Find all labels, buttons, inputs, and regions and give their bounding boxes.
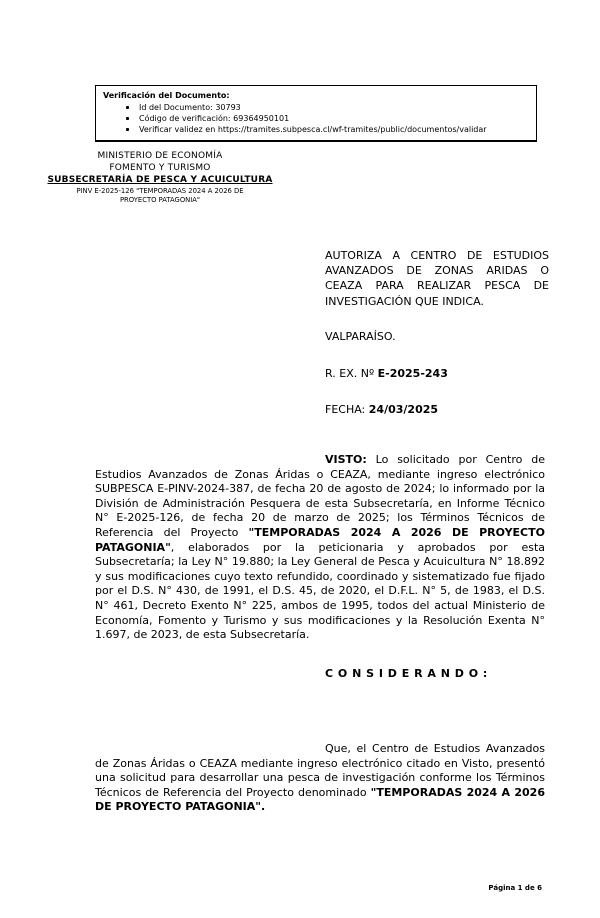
letterhead [20, 150, 300, 205]
visto-text-2: , elaborados por la peticionaria y aprobados por esta Subsecretaría; la Ley N° 19.880; la Ley General de Pesca y Acuicultura N° 18.892 y sus modificaciones cuyo texto refundido, coordinado y sistematizado fue fijado por el D.S. N° 430, de 1991, el D.S. 45, de 2020, el D.F.L. N° 5, de 1983, el D.S. N° 461, Decreto Exento N° 225, ambos de 1995, todos del actual Ministerio de Economía, Fomento y Turismo y sus modificaciones y la Resolución Exenta N° 1.697, de 2023, de esta Subsecretaría. [95, 540, 545, 642]
considerando-project-name: "TEMPORADAS 2024 A 2026 DE PROYECTO PATAGONIA". [95, 785, 545, 814]
subsecretaria-title: SUBSECRETARÍA DE PESCA Y ACUICULTURA [47, 175, 273, 185]
visto-paragraph [95, 453, 545, 643]
date-value: 24/03/2025 [368, 403, 439, 416]
verification-item-url [139, 124, 530, 135]
page-number-indicator: Página 1 de 6 [488, 884, 542, 892]
pinv-reference-line1: PINV E-2025-126 "TEMPORADAS 2024 A 2026 DE [76, 187, 244, 195]
verification-item-code [139, 113, 530, 124]
resolution-prefix: R. EX. Nº [325, 367, 378, 380]
city-line: VALPARAÍSO. [325, 330, 396, 343]
date-line [325, 403, 438, 416]
considerando-text: Que, el Centro de Estudios Avanzados de Zonas Áridas o CEAZA mediante ingreso electrónico citado en Visto, presentó una solicitud para desarrollar una pesca de investigación conforme los Términos Técnicos de Referencia del Proyecto denominado [95, 742, 545, 799]
verification-item-text: Id del Documento: 30793 [139, 103, 241, 112]
ministry-line: MINISTERIO DE ECONOMÍA [97, 151, 223, 161]
verification-item-text: Código de verificación: 69364950101 [139, 114, 290, 123]
bullet-icon [126, 106, 129, 109]
ministry-line2: FOMENTO Y TURISMO [109, 163, 211, 173]
considerando-paragraph [95, 742, 545, 815]
bullet-icon [126, 128, 129, 131]
verification-item-doc-id [139, 102, 530, 113]
visto-text-1: Lo solicitado por Centro de Estudios Avanzados de Zonas Áridas o CEAZA, mediante ingreso electrónico SUBPESCA E-PINV-2024-387, de fecha 20 de agosto de 2024; lo informado por la División de Administración Pesquera de esta Subsecretaría, en Informe Técnico N° E-2025-126, de fecha 20 de marzo de 2025; los Términos Técnicos de Referencia del Proyecto [95, 453, 545, 539]
visto-project-name: "TEMPORADAS 2024 A 2026 DE PROYECTO PATAGONIA" [95, 525, 545, 554]
verification-item-text: Verificar validez en https://tramites.subpesca.cl/wf-tramites/public/documentos/validar [139, 125, 487, 134]
date-label: FECHA: [325, 403, 369, 416]
resolution-number-line [325, 367, 448, 380]
pinv-reference-line2: PROYECTO PATAGONIA" [119, 196, 201, 204]
resolution-number: E-2025-243 [377, 367, 448, 380]
considerando-heading: C O N S I D E R A N D O : [325, 667, 488, 680]
bullet-icon [126, 117, 129, 120]
verification-title: Verificación del Documento: [103, 91, 230, 100]
verification-box [95, 85, 537, 142]
verification-list [103, 102, 530, 135]
resolution-subject: AUTORIZA A CENTRO DE ESTUDIOS AVANZADOS DE ZONAS ARIDAS O CEAZA PARA REALIZAR PESCA DE INVESTIGACIÓN QUE INDICA. [325, 249, 549, 308]
visto-label: VISTO: [325, 453, 367, 466]
